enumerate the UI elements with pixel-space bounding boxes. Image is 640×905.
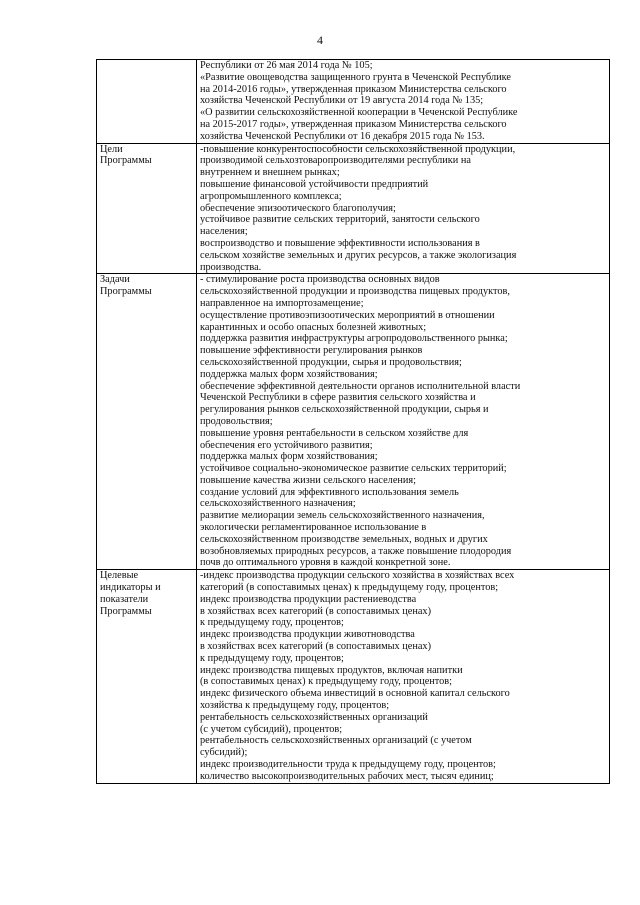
content-line: почв до оптимального уровня в каждой конкретной зоне. <box>200 557 451 569</box>
row-goals <box>97 143 610 274</box>
content-line: обеспечение эпизоотического благополучия; <box>200 202 396 214</box>
content-line: хозяйства Чеченской Республики от 19 августа 2014 года № 135; <box>200 95 484 107</box>
content-line: сельскохозяйственной продукции и производства пищевых продуктов, <box>200 286 510 298</box>
content-line: населения; <box>200 226 248 238</box>
content-line: развитие мелиорации земель сельскохозяйственного назначения, <box>200 510 485 522</box>
content-line: Чеченской Республики в сфере развития сельского хозяйства и <box>200 392 476 404</box>
content-line: в хозяйствах всех категорий (в сопоставимых ценах) <box>200 605 432 617</box>
row-continuation <box>97 60 610 144</box>
content-line: внутреннем и внешнем рынках; <box>200 167 340 179</box>
content-line: индекс производства продукции животноводства <box>200 629 415 641</box>
label-line: Цели <box>100 143 123 155</box>
content-line: воспроизводство и повышение эффективности использования в <box>200 237 480 249</box>
program-passport-table <box>96 59 610 784</box>
row-indicators <box>97 570 610 783</box>
content-line: производимой сельхозтоваропроизводителями республики на <box>200 155 471 167</box>
content-line: повышение эффективности регулирования рынков <box>200 345 423 357</box>
content-line: хозяйства к предыдущему году, процентов; <box>200 700 390 712</box>
content-line: обеспечение эффективной деятельности органов исполнительной власти <box>200 380 521 392</box>
content-line: Республики от 26 мая 2014 года № 105; <box>200 60 373 71</box>
content-line: повышение финансовой устойчивости предприятий <box>200 178 429 190</box>
content-line: индекс производства продукции растениеводства <box>200 593 417 605</box>
content-line: продовольствия; <box>200 415 273 427</box>
content-line: экологически регламентированное использование в <box>200 522 427 534</box>
content-line: регулирования рынков сельскохозяйственной продукции, сырья и <box>200 404 489 416</box>
row-content-cell <box>197 570 610 783</box>
content-line: сельскохозяйственной продукции, сырья и продовольствия; <box>200 356 462 368</box>
content-line: обеспечения его устойчивого развития; <box>200 439 373 451</box>
content-line: сельскохозяйственном производстве земельных, водных и других <box>200 533 488 545</box>
label-line: показатели <box>100 593 149 605</box>
label-line: индикаторы и <box>100 582 161 594</box>
content-line: рентабельность сельскохозяйственных организаций <box>200 711 428 723</box>
content-line: хозяйства Чеченской Республики от 16 декабря 2015 года № 153. <box>200 130 485 142</box>
content-line: на 2014-2016 годы», утвержденная приказом Министерства сельского <box>200 83 507 95</box>
content-line: индекс физического объема инвестиций в основной капитал сельского <box>200 688 510 700</box>
content-line: сельском хозяйстве земельных и других ресурсов, а также экологизация <box>200 249 517 261</box>
content-line: сельскохозяйственного назначения; <box>200 498 356 510</box>
content-line: в хозяйствах всех категорий (в сопоставимых ценах) <box>200 641 432 653</box>
row-content-cell <box>197 60 610 144</box>
content-line: (в сопоставимых ценах) к предыдущему году, процентов; <box>200 676 453 688</box>
content-line: поддержка развития инфраструктуры агропродовольственного рынка; <box>200 333 508 345</box>
content-line: устойчивое развитие сельских территорий, занятости сельского <box>200 214 480 226</box>
content-line: на 2015-2017 годы», утвержденная приказом Министерства сельского <box>200 118 507 130</box>
content-line: производства. <box>200 261 262 273</box>
content-line: индекс производительности труда к предыдущему году, процентов; <box>200 759 496 771</box>
content-line: повышение уровня рентабельности в сельском хозяйстве для <box>200 427 469 439</box>
content-line: создание условий для эффективного использования земель <box>200 486 459 498</box>
content-line: осуществление противоэпизоотических мероприятий в отношении <box>200 309 495 321</box>
row-label-cell <box>97 274 197 570</box>
content-line: к предыдущему году, процентов; <box>200 617 344 629</box>
label-line: Целевые <box>100 570 139 582</box>
content-line: поддержка малых форм хозяйствования; <box>200 368 378 380</box>
content-line: к предыдущему году, процентов; <box>200 652 344 664</box>
content-line: поддержка малых форм хозяйствования; <box>200 451 378 463</box>
content-line: агропромышленного комплекса; <box>200 190 342 202</box>
page-number: 4 <box>317 33 323 47</box>
label-line: Программы <box>100 605 152 617</box>
content-line: -индекс производства продукции сельского хозяйства в хозяйствах всех <box>200 570 515 582</box>
row-label-cell <box>97 143 197 274</box>
program-table-body <box>97 60 610 784</box>
row-tasks <box>97 274 610 570</box>
label-line: Программы <box>100 286 152 298</box>
row-label-cell <box>97 570 197 783</box>
content-line: направленное на импортозамещение; <box>200 297 364 309</box>
row-label-cell <box>97 60 197 144</box>
content-line: (с учетом субсидий), процентов; <box>200 723 343 735</box>
content-line: категорий (в сопоставимых ценах) к предыдущему году, процентов; <box>200 582 499 594</box>
content-line: -повышение конкурентоспособности сельскохозяйственной продукции, <box>200 143 516 155</box>
content-line: карантинных и особо опасных болезней животных; <box>200 321 427 333</box>
content-line: субсидий); <box>200 747 248 759</box>
content-line: - стимулирование роста производства основных видов <box>200 274 440 286</box>
content-line: возобновляемых природных ресурсов, а также повышение плодородия <box>200 545 512 557</box>
content-line: индекс производства пищевых продуктов, включая напитки <box>200 664 463 676</box>
content-line: количество высокопроизводительных рабочих мест, тысяч единиц; <box>200 770 494 782</box>
content-line: устойчивое социально-экономическое развитие сельских территорий; <box>200 463 507 475</box>
label-line: Программы <box>100 155 152 167</box>
content-line: рентабельность сельскохозяйственных организаций (с учетом <box>200 735 472 747</box>
row-content-cell <box>197 274 610 570</box>
row-content-cell <box>197 143 610 274</box>
label-line: Задачи <box>100 274 130 286</box>
content-line: повышение качества жизни сельского населения; <box>200 474 417 486</box>
content-line: «О развитии сельскохозяйственной кооперации в Чеченской Республике <box>200 107 518 119</box>
content-line: «Развитие овощеводства защищенного грунта в Чеченской Республике <box>200 71 511 83</box>
